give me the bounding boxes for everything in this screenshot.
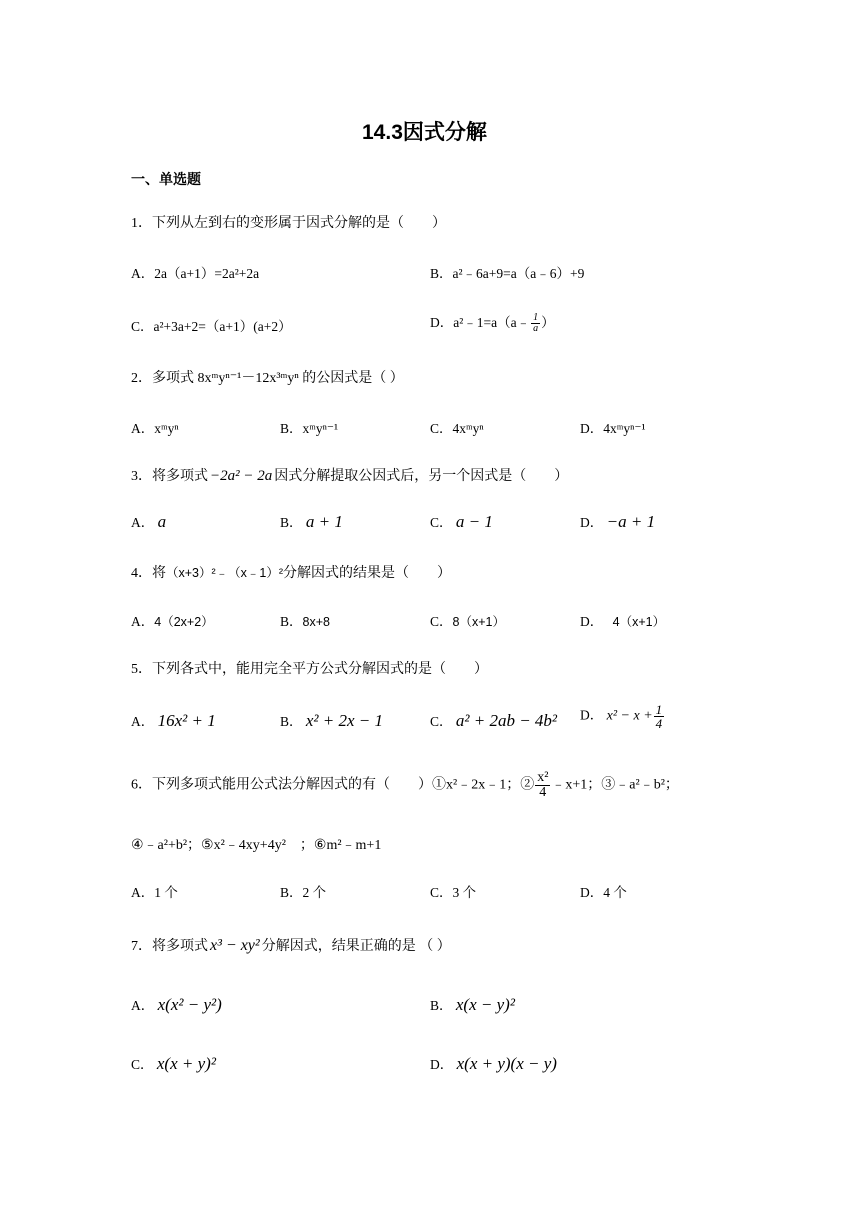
question-5-option-c: C． a² + 2ab − 4b² [430,711,558,730]
question-6-option-c: C．3 个 [430,885,477,900]
question-5-option-b: B． x² + 2x − 1 [280,711,384,730]
question-2-stem: 2．多项式 8xᵐyⁿ⁻¹－12x³ᵐyⁿ 的公因式是（ ） [131,371,404,386]
question-3-option-b: B． a + 1 [280,512,343,531]
question-2-option-d: D．4xᵐyⁿ⁻¹ [580,421,646,436]
question-4-option-a: A．4（2x+2） [131,614,214,629]
question-7-option-d: D． x(x + y)(x − y) [430,1054,557,1073]
question-3-option-c: C． a − 1 [430,512,493,531]
question-6-fraction: $\frac{\text{x²}}{4}$ [537,770,549,800]
question-7-expression: x³ − xy² [210,937,260,954]
question-4-option-d: D． 4（x+1） [580,614,666,629]
question-1-option-d [430,311,555,334]
question-5-stem: 5．下列各式中，能用完全平方公式分解因式的是（ ） [131,662,488,677]
section-heading: 一、单选题 [131,171,201,187]
question-4-expression: （x+3）²﹣（x﹣1）² [166,566,284,580]
page-title: 14.3因式分解 [362,121,487,144]
question-4-stem: 4．将（x+3）²﹣（x﹣1）²分解因式的结果是（ ） [131,566,452,581]
question-6-stem: 6．下列多项式能用公式法分解因式的有（ ）①x²﹣2x﹣1；② $\frac{\text{x²}}{4}$ ﹣x+1；③﹣a²﹣b²； [131,770,679,800]
question-3-option-a: A． a [131,512,167,531]
question-1-stem: 1．下列从左到右的变形属于因式分解的是（ ） [131,216,446,231]
question-7-stem: 7．将多项式 x³ − xy² 分解因式，结果正确的是 （ ） [131,937,451,954]
question-6-option-d: D．4 个 [580,885,627,900]
question-2-option-b: B．xᵐyⁿ⁻¹ [280,421,339,436]
question-1-option-d-prefix: D．a²﹣1=a（a﹣ [430,315,531,330]
question-2-option-a: A．xᵐyⁿ [131,421,179,436]
question-7-option-a: A． x(x² − y²) [131,995,222,1014]
question-1-option-c: C．a²+3a+2=（a+1）(a+2） [131,319,292,334]
question-1-option-d-suffix: ） [541,315,555,330]
question-5-option-d: D． x² − x + $\frac{1}{4}$ [580,702,663,731]
question-1-option-b: B．a²﹣6a+9=a（a﹣6）+9 [430,266,585,281]
question-3-stem: 3．将多项式 −2a² − 2a 因式分解提取公因式后，另一个因式是（ ） [131,468,569,484]
question-5-option-d-fraction: $\frac{1}{4}$ [655,702,663,731]
question-7-option-b: B． x(x − y)² [430,995,515,1014]
question-3-expression: −2a² − 2a [210,468,273,484]
question-1-option-a: A．2a（a+1）=2a²+2a [131,266,260,281]
question-4-option-b: B．8x+8 [280,614,330,629]
question-5-option-a: A． 16x² + 1 [131,711,216,730]
question-6-option-a: A．1 个 [131,885,178,900]
question-6-option-b: B．2 个 [280,885,327,900]
question-1-option-d-fraction: $\frac{1}{a}$ [533,312,539,335]
question-4-option-c: C．8（x+1） [430,614,505,629]
question-6-stem-line2: ④﹣a²+b²；⑤x²﹣4xy+4y² ；⑥m²﹣m+1 [131,838,382,853]
question-3-option-d: D． −a + 1 [580,512,656,531]
question-7-option-c: C． x(x + y)² [131,1054,216,1073]
question-2-option-c: C．4xᵐyⁿ [430,421,484,436]
